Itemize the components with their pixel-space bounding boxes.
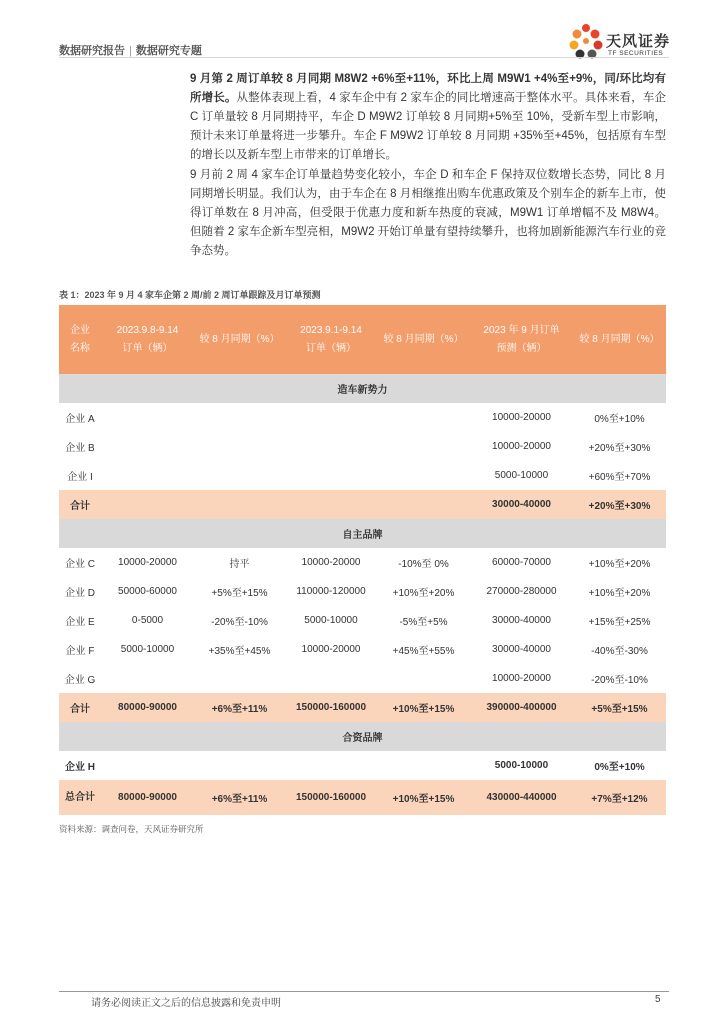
table-cell: +10%至+15% bbox=[377, 693, 470, 722]
grand-total-row bbox=[59, 780, 666, 815]
table-cell: 10000-20000 bbox=[492, 412, 551, 423]
table-cell bbox=[285, 461, 377, 490]
table-cell: 5000-10000 bbox=[494, 760, 549, 771]
table-cell: 30000-40000 bbox=[492, 644, 551, 655]
table-cell: -20%至-10% bbox=[211, 617, 268, 628]
table-cell: 企业 E bbox=[65, 617, 95, 628]
table-row bbox=[59, 751, 666, 780]
paragraph-1-rest: 从整体表现上看，4 家车企中有 2 家车企的同比增速高于整体水平。具体来看，车企 C 订单量较 8 月同期持平，车企 D M9W2 订单较 8 月同期+5%至 10%，受新车型上市影响，预计未来订单量将进一步攀升。车企 F M9W2 订单较 8 月同期 +35%至+45%，包括原有车型的增长以及新车型上市带来的订单增长。 bbox=[190, 92, 666, 161]
table-cell: 5000-10000 bbox=[120, 644, 175, 655]
table-cell: +10%至+20% bbox=[588, 588, 651, 599]
table-cell: 270000-280000 bbox=[486, 586, 557, 597]
table-cell: 总合计 bbox=[59, 780, 101, 815]
table-cell: 自主品牌 bbox=[59, 519, 666, 548]
table-cell: +60%至+70% bbox=[588, 472, 651, 483]
table-cell: -10%至 0% bbox=[398, 559, 449, 570]
table-cell bbox=[101, 461, 194, 490]
table-cell: 0%至+10% bbox=[594, 762, 645, 773]
table-cell bbox=[377, 490, 470, 519]
table-cell: -40%至-30% bbox=[591, 646, 648, 657]
table-cell: +10%至+20% bbox=[588, 559, 651, 570]
paragraph-1-bold: 9 月第 2 周订单较 8 月同期 M8W2 +6%至+11%，环比上周 M9W1 +4%至+9%，同/环比均有所增长。 bbox=[190, 73, 666, 104]
table-cell: +7%至+12% bbox=[573, 780, 666, 815]
table-cell bbox=[285, 432, 377, 461]
footer-disclaimer: 请务必阅读正文之后的信息披露和免责申明 bbox=[91, 998, 281, 1009]
page-number: 5 bbox=[655, 994, 661, 1005]
table-cell: 60000-70000 bbox=[492, 557, 551, 568]
table-row bbox=[59, 577, 666, 606]
header-divider bbox=[59, 57, 669, 58]
table-cell: 30000-40000 bbox=[492, 615, 551, 626]
table-cell bbox=[377, 403, 470, 432]
logo-name: 天风证券 bbox=[606, 33, 671, 50]
table-cell bbox=[377, 432, 470, 461]
category-left: 数据研究报告 bbox=[59, 45, 125, 57]
table-cell: 企业 C bbox=[65, 559, 95, 570]
category-right: 数据研究专题 bbox=[135, 45, 202, 57]
table-cell: 企业 D bbox=[65, 588, 95, 599]
table-row bbox=[59, 432, 666, 461]
table-header-row bbox=[59, 305, 666, 374]
paragraph-1 bbox=[190, 70, 666, 165]
table-title: 表 1：2023 年 9 月 4 家车企第 2 周/前 2 周订单跟踪及月订单预测 bbox=[59, 290, 321, 300]
table-cell bbox=[194, 432, 285, 461]
table-cell: 企业 G bbox=[64, 675, 96, 686]
section-row-new-forces bbox=[59, 374, 666, 403]
table-cell bbox=[101, 403, 194, 432]
table-cell: 80000-90000 bbox=[101, 780, 194, 815]
table-cell: 10000-20000 bbox=[301, 644, 361, 655]
flower-logo-icon bbox=[568, 22, 604, 62]
table-cell bbox=[377, 751, 470, 780]
table-cell: 10000-20000 bbox=[301, 557, 361, 568]
table-cell: +45%至+55% bbox=[392, 646, 455, 657]
table-cell: 企业 F bbox=[65, 646, 95, 657]
table-cell: 合资品牌 bbox=[59, 722, 666, 751]
table-cell: 企业 H bbox=[65, 762, 95, 773]
table-cell: +20%至+30% bbox=[588, 443, 651, 454]
table-cell bbox=[377, 664, 470, 693]
table-cell: +6%至+11% bbox=[194, 693, 285, 722]
table-cell: +5%至+15% bbox=[573, 693, 666, 722]
table-cell: 30000-40000 bbox=[470, 490, 573, 519]
table-cell: 合计 bbox=[59, 490, 101, 519]
table-row bbox=[59, 606, 666, 635]
table-cell: 10000-20000 bbox=[492, 441, 551, 452]
table-cell bbox=[285, 403, 377, 432]
table-cell: 50000-60000 bbox=[118, 586, 177, 597]
header-company: 企业 名称 bbox=[59, 305, 101, 374]
table-cell: 持平 bbox=[229, 559, 250, 570]
header-first2weeks-yoy: 较 8 月同期（%） bbox=[377, 305, 470, 374]
table-cell: +20%至+30% bbox=[573, 490, 666, 519]
table-cell: 150000-160000 bbox=[285, 780, 377, 815]
table-cell bbox=[285, 751, 377, 780]
table-cell: 5000-10000 bbox=[494, 470, 549, 481]
table-row bbox=[59, 403, 666, 432]
table-cell bbox=[285, 490, 377, 519]
table-cell: 430000-440000 bbox=[470, 780, 573, 815]
table-cell bbox=[101, 751, 194, 780]
table-cell: 企业 B bbox=[65, 443, 95, 454]
table-cell: +10%至+20% bbox=[392, 588, 455, 599]
table-cell: 80000-90000 bbox=[101, 693, 194, 722]
table-cell: 合计 bbox=[59, 693, 101, 722]
report-category bbox=[59, 42, 202, 58]
table-cell: 企业 A bbox=[65, 414, 95, 425]
table-row bbox=[59, 461, 666, 490]
category-separator: | bbox=[129, 45, 132, 57]
table-cell: +10%至+15% bbox=[377, 780, 470, 815]
table-cell bbox=[194, 461, 285, 490]
table-cell: 10000-20000 bbox=[492, 673, 551, 684]
footer-divider bbox=[59, 991, 669, 992]
subtotal-row-own-brands bbox=[59, 693, 666, 722]
table-cell: +5%至+15% bbox=[211, 588, 268, 599]
table-cell bbox=[194, 664, 285, 693]
table-cell: -5%至+5% bbox=[399, 617, 448, 628]
table-row bbox=[59, 635, 666, 664]
table-cell: 110000-120000 bbox=[296, 586, 366, 597]
table-cell: +35%至+45% bbox=[208, 646, 271, 657]
section-row-own-brands bbox=[59, 519, 666, 548]
table-row bbox=[59, 664, 666, 693]
header-month-forecast: 2023 年 9 月订单 预测（辆） bbox=[470, 305, 573, 374]
table-cell: 0%至+10% bbox=[594, 414, 645, 425]
table-cell: +6%至+11% bbox=[194, 780, 285, 815]
table-cell: +15%至+25% bbox=[588, 617, 651, 628]
table-cell bbox=[377, 461, 470, 490]
header-week2-orders: 2023.9.8-9.14 订单（辆） bbox=[101, 305, 194, 374]
table-cell bbox=[285, 664, 377, 693]
table-cell: 造车新势力 bbox=[59, 374, 666, 403]
section-row-joint-venture bbox=[59, 722, 666, 751]
table-cell: -20%至-10% bbox=[591, 675, 648, 686]
header-week2-yoy: 较 8 月同期（%） bbox=[194, 305, 285, 374]
logo-subtitle: TF SECURITIES bbox=[608, 50, 664, 57]
table-cell bbox=[194, 751, 285, 780]
table-row bbox=[59, 548, 666, 577]
paragraph-2: 9 月前 2 周 4 家车企订单量趋势变化较小，车企 D 和车企 F 保持双位数增长态势，同比 8 月同期增长明显。我们认为，由于车企在 8 月相继推出购车优惠政策及个别车企的新车上市，使得订单数在 8 月冲高，但受限于优惠力度和新车热度的衰减，M9W1 订单增幅不及 M8W4。但随着 2 家车企新车型亮相，M9W2 开始订单量有望持续攀升，也将加剧新能源汽车行业的竞争态势。 bbox=[190, 169, 666, 257]
table-cell bbox=[101, 664, 194, 693]
table-cell bbox=[194, 403, 285, 432]
table-cell: 企业 I bbox=[67, 472, 93, 483]
header-first2weeks-orders: 2023.9.1-9.14 订单（辆） bbox=[285, 305, 377, 374]
subtotal-row-new-forces bbox=[59, 490, 666, 519]
table-cell: 10000-20000 bbox=[118, 557, 177, 568]
table-cell: 390000-400000 bbox=[470, 693, 573, 722]
table-cell: 0-5000 bbox=[131, 615, 164, 626]
table-cell bbox=[194, 490, 285, 519]
order-tracking-table bbox=[59, 305, 666, 815]
table-cell: 150000-160000 bbox=[285, 693, 377, 722]
table-cell: 5000-10000 bbox=[304, 615, 358, 626]
table-cell bbox=[101, 490, 194, 519]
header-month-yoy: 较 8 月同期（%） bbox=[573, 305, 666, 374]
table-cell bbox=[101, 432, 194, 461]
data-source-note: 资料来源：调查问卷，天风证券研究所 bbox=[59, 824, 204, 834]
